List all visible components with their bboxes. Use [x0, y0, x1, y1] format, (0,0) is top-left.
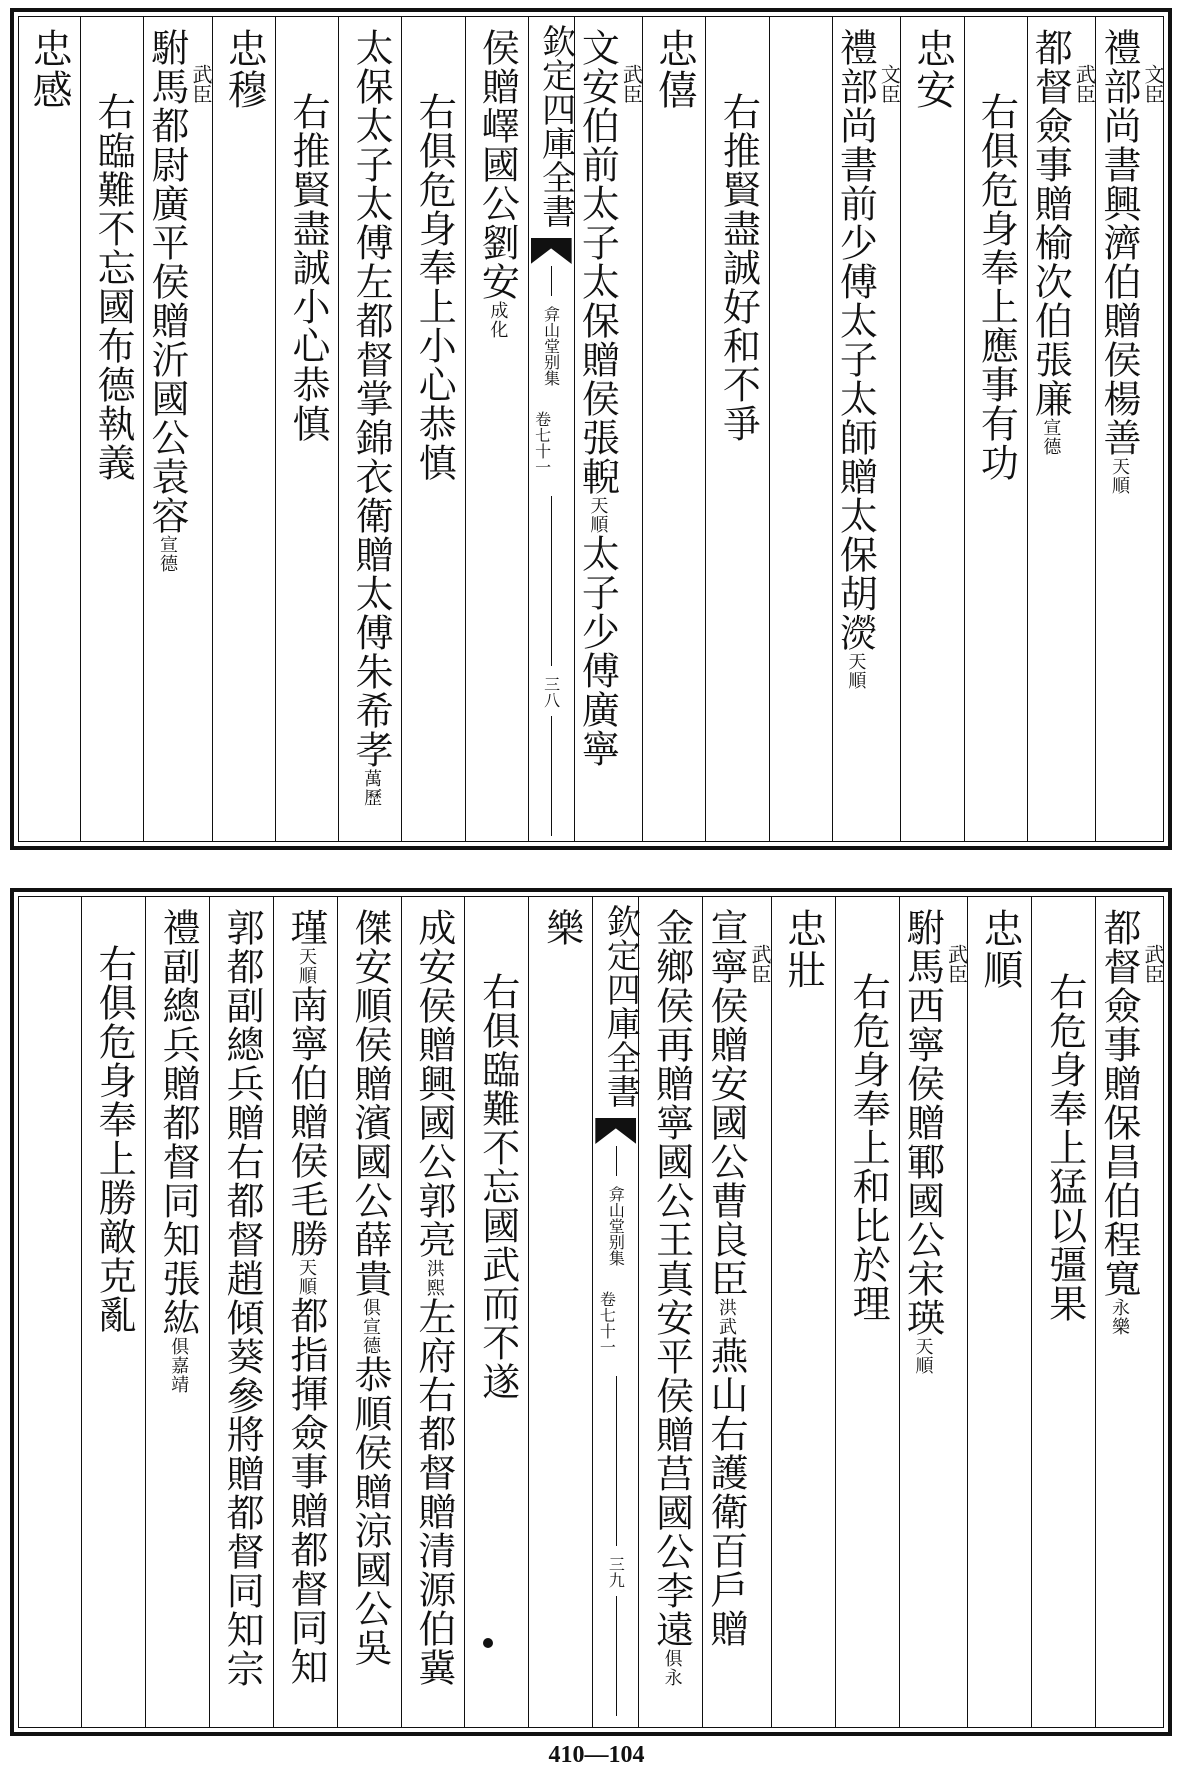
- rank-label: 武臣: [944, 944, 969, 984]
- rank-label: 武臣: [189, 64, 213, 104]
- text-column: [835, 896, 899, 1728]
- book-title: 欽定四庫全書: [600, 904, 641, 1108]
- collection-title: 弇山堂别集: [606, 1186, 626, 1266]
- reign-note: 永樂: [1109, 1298, 1130, 1336]
- summary-text: 右俱臨難不忘國武而不遂: [475, 972, 520, 1401]
- entry-text: 禮部尚書前少傅太子太師贈太保胡濙: [833, 28, 878, 652]
- blank-column: [769, 16, 832, 842]
- reign-note: 成化: [487, 301, 509, 339]
- summary-text: 右推賢盡誠小心恭慎: [286, 92, 331, 443]
- text-column: [1031, 896, 1095, 1728]
- summary-text: 右推賢盡誠好和不爭: [716, 92, 761, 443]
- book-title: 欽定四庫全書: [535, 24, 576, 228]
- entry-text: 駙馬西寧侯贈鄆國公宋瑛: [900, 908, 945, 1337]
- summary-text: 右俱危身奉上小心恭慎: [412, 92, 457, 482]
- blank-column: [18, 896, 81, 1728]
- reign-note: 萬歷: [361, 769, 383, 807]
- text-column: [1095, 16, 1164, 842]
- summary-text: 右俱危身奉上應事有功: [974, 92, 1019, 482]
- entry-text: 都督僉事贈榆次伯張廉: [1028, 28, 1073, 418]
- posthumous-title: 忠僖: [651, 28, 698, 110]
- entry-text: 宣寧侯贈安國公曹良臣: [703, 908, 748, 1298]
- entry-text: 樂: [539, 908, 584, 947]
- rank-label: 武臣: [619, 64, 644, 104]
- posthumous-title: 忠安: [909, 28, 956, 110]
- summary-text: 右俱危身奉上勝敵克亂: [92, 944, 137, 1334]
- center-fold: [592, 896, 641, 1728]
- text-column: [209, 896, 273, 1728]
- reign-note: 洪武: [715, 1298, 737, 1336]
- entry-text: 侯贈嶧國公劉安: [475, 28, 520, 301]
- folio-number: 三九: [606, 1556, 626, 1588]
- reign-note: 天順: [1109, 457, 1130, 495]
- summary-text: 右危身奉上猛以彊果: [1042, 972, 1087, 1323]
- text-column: [899, 896, 968, 1728]
- reign-note: 洪熙: [423, 1259, 445, 1297]
- rank-label: 文臣: [877, 64, 902, 104]
- entry-text: 禮部尚書興濟伯贈侯楊善: [1097, 28, 1141, 457]
- entry-text: 傑安順侯贈濱國公薛貴: [347, 908, 392, 1298]
- text-column: [464, 896, 528, 1728]
- text-column: [143, 16, 212, 842]
- entry-text-continued: 恭順侯贈涼國公吳: [347, 1355, 392, 1667]
- title-column: [212, 16, 275, 842]
- fish-tail-mark: [531, 238, 572, 264]
- text-column: [705, 16, 768, 842]
- collection-title: 弇山堂别集: [541, 306, 561, 386]
- entry-text-continued: 左府右都督贈清源伯冀: [411, 1297, 456, 1687]
- text-column: [832, 16, 901, 842]
- top-page: [10, 8, 1172, 850]
- entry-text: 駙馬都尉廣平侯贈沂國公袁容: [145, 28, 189, 535]
- posthumous-title: 忠感: [26, 28, 73, 110]
- title-column: [642, 16, 705, 842]
- summary-text: 右臨難不忘國布德執義: [91, 92, 136, 482]
- reign-note: 天順: [845, 652, 867, 690]
- text-column: [702, 896, 771, 1728]
- entry-text-continued: 太子少傅廣寧: [575, 534, 620, 768]
- text-column: [465, 16, 528, 842]
- text-column: [401, 16, 464, 842]
- entry-text: 瑾: [284, 908, 329, 947]
- entry-text: 太保太子太傅左都督掌錦衣衛贈太傅朱希孝: [349, 28, 394, 769]
- center-fold: [528, 16, 574, 842]
- bottom-page: [10, 888, 1172, 1736]
- title-column: [900, 16, 963, 842]
- entry-text: 都督僉事贈保昌伯程寬: [1097, 908, 1141, 1298]
- reign-note: 俱永: [661, 1649, 683, 1687]
- text-column: [337, 896, 401, 1728]
- text-column: [145, 896, 209, 1728]
- folio-number: 三八: [541, 676, 561, 708]
- entry-text: 文安伯前太子太保贈侯張輗: [575, 28, 620, 496]
- reign-note: 天順: [296, 947, 318, 985]
- title-column: [18, 16, 80, 842]
- volume-label: 卷七十一: [532, 411, 552, 475]
- volume-label: 卷七十一: [597, 1291, 617, 1355]
- text-column: [275, 16, 338, 842]
- page-number: 410—104: [548, 1742, 645, 1768]
- reign-note: 天順: [296, 1258, 318, 1296]
- reign-note: 俱宣德: [359, 1298, 381, 1355]
- posthumous-title: 忠穆: [221, 28, 268, 110]
- entry-text-continued: 都指揮僉事贈都督同知: [284, 1296, 329, 1686]
- text-column: [1027, 16, 1096, 842]
- posthumous-title: 忠壯: [780, 908, 827, 990]
- text-column: [338, 16, 401, 842]
- title-column: [771, 896, 835, 1728]
- text-column: [273, 896, 337, 1728]
- entry-text-continued: 燕山右護衛百戶贈: [703, 1336, 748, 1648]
- summary-text: 右危身奉上和比於理: [846, 972, 891, 1323]
- fish-tail-mark: [595, 1118, 636, 1144]
- rank-label: 文臣: [1141, 64, 1165, 104]
- text-column: [401, 896, 465, 1728]
- posthumous-title: 忠順: [976, 908, 1023, 990]
- reign-note: 天順: [912, 1337, 934, 1375]
- text-column: [638, 896, 702, 1728]
- entry-text-continued: 南寧伯贈侯毛勝: [284, 985, 329, 1258]
- title-column: [967, 896, 1031, 1728]
- rank-label: 武臣: [1072, 64, 1097, 104]
- text-column: [574, 16, 643, 842]
- reign-note: 天順: [587, 496, 609, 534]
- rank-label: 武臣: [747, 944, 772, 984]
- entry-text: 郭都副總兵贈右都督趙傾葵參將贈都督同知宗: [220, 908, 265, 1688]
- reign-note: 宣德: [157, 535, 178, 573]
- text-column: [964, 16, 1027, 842]
- reign-note: 俱嘉靖: [168, 1337, 190, 1394]
- entry-text: 成安侯贈興國公郭亮: [411, 908, 456, 1259]
- text-column: [528, 896, 592, 1728]
- rank-label: 武臣: [1141, 944, 1165, 984]
- text-column: [80, 16, 143, 842]
- text-column: [81, 896, 145, 1728]
- reign-note: 宣德: [1040, 418, 1062, 456]
- entry-text: 金鄉侯再贈寧國公王真安平侯贈莒國公李遠: [649, 908, 694, 1649]
- text-column: [1095, 896, 1164, 1728]
- entry-text: 禮副總兵贈都督同知張紘: [156, 908, 201, 1337]
